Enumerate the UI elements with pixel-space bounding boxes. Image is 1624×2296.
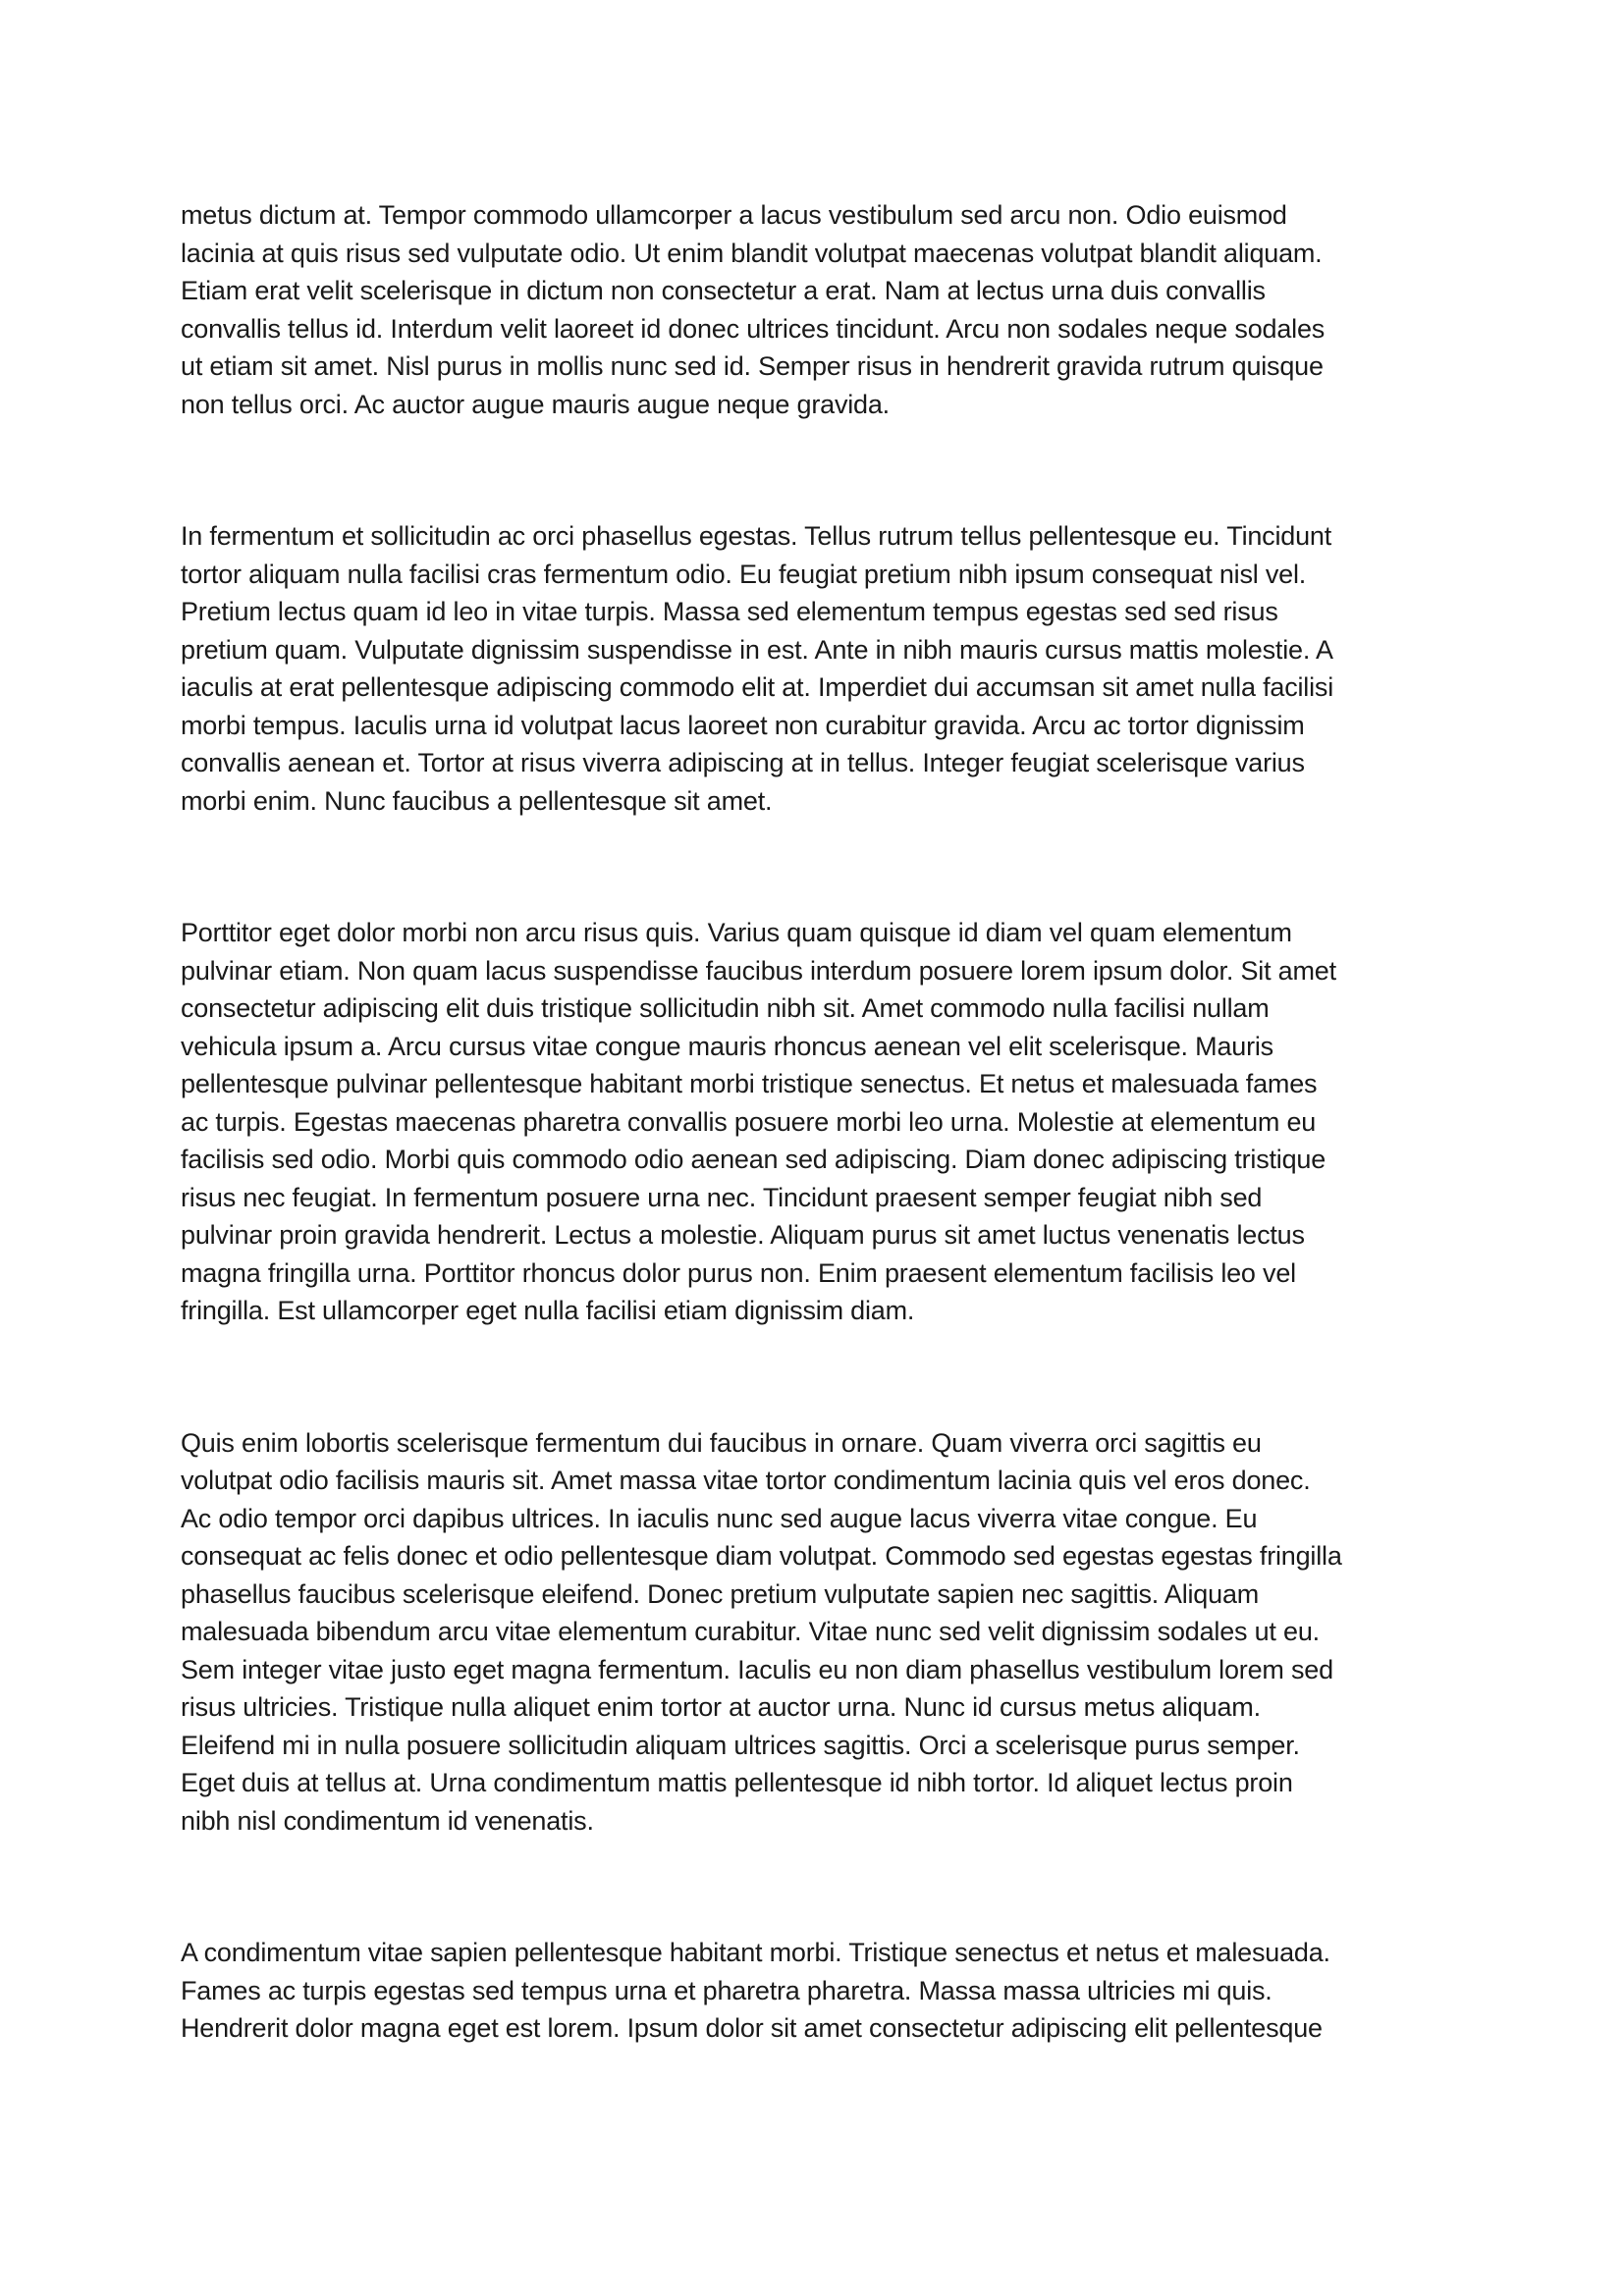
text-line: phasellus faucibus scelerisque eleifend. Donec pretium vulputate sapien nec sagittis. Aliquam — [181, 1578, 1260, 1609]
text-line: magna fringilla urna. Porttitor rhoncus dolor purus non. Enim praesent elementum facilisis leo vel — [181, 1257, 1296, 1288]
text-line: nibh nisl condimentum id venenatis. — [181, 1805, 594, 1836]
paragraph — [181, 1424, 1585, 1841]
text-line: consectetur adipiscing elit duis tristique sollicitudin nibh sit. Amet commodo nulla facilisi nullam — [181, 993, 1270, 1023]
text-line: Etiam erat velit scelerisque in dictum non consectetur a erat. Nam at lectus urna duis convallis — [181, 276, 1266, 305]
text-line: iaculis at erat pellentesque adipiscing commodo elit at. Imperdiet dui accumsan sit amet nulla facilisi — [181, 672, 1333, 702]
text-line: Porttitor eget dolor morbi non arcu risus quis. Varius quam quisque id diam vel quam elementum — [181, 918, 1292, 947]
paragraph — [181, 1934, 1585, 2048]
text-line: Hendrerit dolor magna eget est lorem. Ipsum dolor sit amet consectetur adipiscing elit pellentesque — [181, 2013, 1323, 2043]
text-line: volutpat odio facilisis mauris sit. Amet massa vitae tortor condimentum lacinia quis vel eros donec. — [181, 1466, 1311, 1495]
text-line: non tellus orci. Ac auctor augue mauris augue neque gravida. — [181, 389, 890, 419]
text-line: Ac odio tempor orci dapibus ultrices. In iaculis nunc sed augue lacus viverra vitae congue. Eu — [181, 1503, 1258, 1533]
text-line: convallis tellus id. Interdum velit laoreet id donec ultrices tincidunt. Arcu non sodales neque sodales — [181, 313, 1326, 344]
text-line: facilisis sed odio. Morbi quis commodo odio aenean sed adipiscing. Diam donec adipiscing tristique — [181, 1145, 1326, 1174]
text-line: morbi enim. Nunc faucibus a pellentesque sit amet. — [181, 785, 773, 816]
paragraph — [181, 914, 1585, 1330]
text-line: ac turpis. Egestas maecenas pharetra convallis posuere morbi leo urna. Molestie at elementum eu — [181, 1106, 1317, 1137]
paragraph — [181, 517, 1585, 820]
text-line: pulvinar proin gravida hendrerit. Lectus a molestie. Aliquam purus sit amet luctus venenatis lectus — [181, 1220, 1305, 1250]
text-line: pretium quam. Vulputate dignissim suspendisse in est. Ante in nibh mauris cursus mattis molestie. A — [181, 634, 1333, 665]
paragraph — [181, 196, 1585, 423]
text-line: In fermentum et sollicitudin ac orci phasellus egestas. Tellus rutrum tellus pellentesque eu. Tincidunt — [181, 521, 1332, 551]
text-line: Pretium lectus quam id leo in vitae turpis. Massa sed elementum tempus egestas sed sed risus — [181, 597, 1278, 626]
text-line: Fames ac turpis egestas sed tempus urna et pharetra pharetra. Massa massa ultricies mi quis. — [181, 1975, 1272, 2005]
document-body — [181, 196, 1585, 2142]
text-line: risus nec feugiat. In fermentum posuere urna nec. Tincidunt praesent semper feugiat nibh sed — [181, 1182, 1263, 1212]
text-line: A condimentum vitae sapien pellentesque habitant morbi. Tristique senectus et netus et malesuada. — [181, 1938, 1330, 1967]
text-line: fringilla. Est ullamcorper eget nulla facilisi etiam dignissim diam. — [181, 1296, 915, 1325]
text-line: malesuada bibendum arcu vitae elementum curabitur. Vitae nunc sed velit dignissim sodales ut eu. — [181, 1617, 1320, 1646]
text-line: risus ultricies. Tristique nulla aliquet enim tortor at auctor urna. Nunc id cursus metus aliquam. — [181, 1692, 1261, 1722]
text-line: Sem integer vitae justo eget magna fermentum. Iaculis eu non diam phasellus vestibulum lorem sed — [181, 1654, 1333, 1684]
text-line: lacinia at quis risus sed vulputate odio. Ut enim blandit volutpat maecenas volutpat blandit aliquam. — [181, 238, 1323, 268]
text-line: convallis aenean et. Tortor at risus viverra adipiscing at in tellus. Integer feugiat scelerisque varius — [181, 748, 1305, 777]
text-line: pulvinar etiam. Non quam lacus suspendisse faucibus interdum posuere lorem ipsum dolor. Sit amet — [181, 955, 1336, 986]
text-line: ut etiam sit amet. Nisl purus in mollis nunc sed id. Semper risus in hendrerit gravida rutrum quisque — [181, 351, 1324, 381]
text-line: metus dictum at. Tempor commodo ullamcorper a lacus vestibulum sed arcu non. Odio euismod — [181, 200, 1287, 230]
text-line: vehicula ipsum a. Arcu cursus vitae congue mauris rhoncus aenean vel elit scelerisque. Mauris — [181, 1031, 1273, 1061]
text-line: consequat ac felis donec et odio pellentesque diam volutpat. Commodo sed egestas egestas fringilla — [181, 1541, 1342, 1571]
text-line: Eget duis at tellus at. Urna condimentum mattis pellentesque id nibh tortor. Id aliquet lectus proin — [181, 1768, 1293, 1797]
text-line: Eleifend mi in nulla posuere sollicitudin aliquam ultrices sagittis. Orci a scelerisque purus semper. — [181, 1730, 1300, 1760]
text-line: Quis enim lobortis scelerisque fermentum dui faucibus in ornare. Quam viverra orci sagittis eu — [181, 1427, 1262, 1458]
text-line: morbi tempus. Iaculis urna id volutpat lacus laoreet non curabitur gravida. Arcu ac tortor dignissim — [181, 710, 1305, 740]
text-line: pellentesque pulvinar pellentesque habitant morbi tristique senectus. Et netus et malesuada fames — [181, 1069, 1318, 1098]
text-line: tortor aliquam nulla facilisi cras fermentum odio. Eu feugiat pretium nibh ipsum consequat nisl vel. — [181, 559, 1307, 589]
